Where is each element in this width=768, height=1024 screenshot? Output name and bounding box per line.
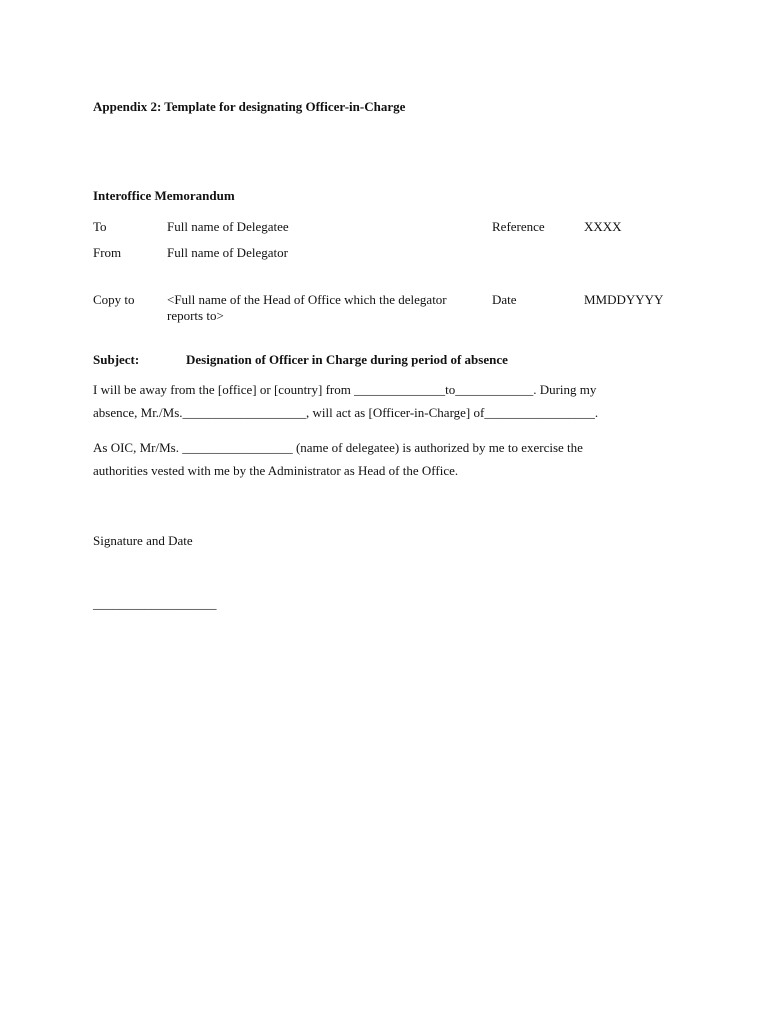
memo-heading: Interoffice Memorandum (93, 188, 235, 203)
body-paragraph-2-line-1: As OIC, Mr/Ms. _________________ (name of delegatee) is authorized by me to exercise the (93, 440, 583, 455)
appendix-title: Appendix 2: Template for designating Officer-in-Charge (93, 99, 406, 114)
copy-to-label: Copy to (93, 292, 135, 307)
reference-label: Reference (492, 219, 545, 234)
signature-label: Signature and Date (93, 533, 193, 548)
copy-to-value: <Full name of the Head of Office which the delegator reports to> (167, 292, 447, 323)
reference-value: XXXX (584, 219, 622, 234)
to-label: To (93, 219, 107, 234)
body-paragraph-1-line-2: absence, Mr./Ms.___________________, will act as [Officer-in-Charge] of_________________. (93, 405, 599, 420)
date-value: MMDDYYYY (584, 292, 664, 307)
date-label: Date (492, 292, 517, 307)
signature-line: ___________________ (93, 596, 217, 611)
body-paragraph-2-line-2: authorities vested with me by the Administrator as Head of the Office. (93, 463, 459, 478)
from-value: Full name of Delegator (167, 245, 288, 260)
body-paragraph-1-line-1: I will be away from the [office] or [country] from ______________to____________. During my (93, 382, 597, 397)
subject-text: Designation of Officer in Charge during period of absence (186, 352, 508, 367)
subject-label: Subject: (93, 352, 140, 367)
to-value: Full name of Delegatee (167, 219, 289, 234)
from-label: From (93, 245, 122, 260)
